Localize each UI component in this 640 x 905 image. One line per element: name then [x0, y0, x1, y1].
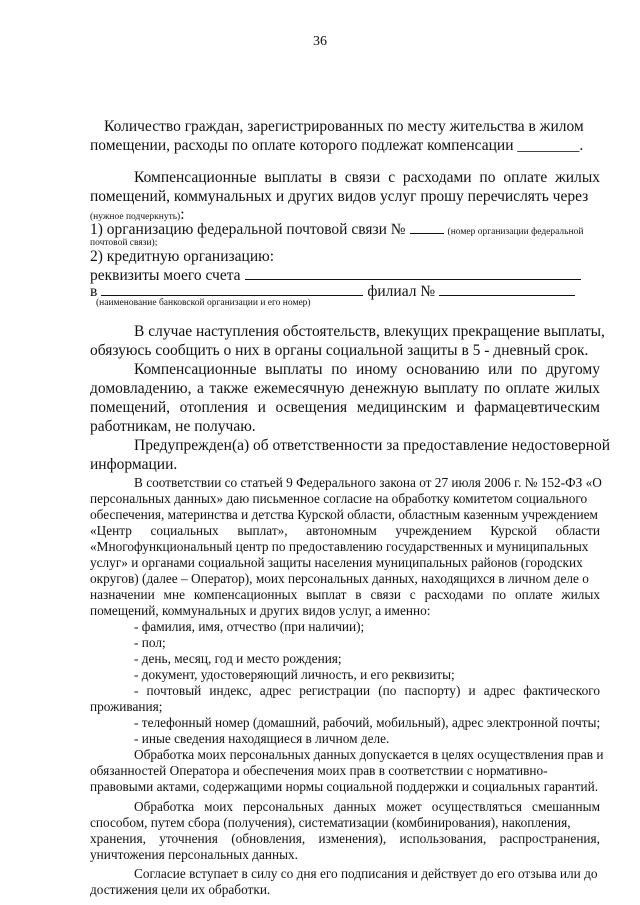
consent-line-2: персональных данных» даю письменное согласие на обработку комитетом социального [90, 491, 588, 506]
consent-line-8: назначении мне компенсационных выплат в связи с расходами по оплате жилых [90, 587, 600, 602]
bank-note: (наименование банковской организации и его номер) [96, 298, 311, 308]
consent-item-phone: - телефонный номер (домашний, рабочий, мобильный), адрес электронной почты; [134, 715, 601, 730]
methods-line-3: хранения, уточнения (обновления, изменения), использования, распространения, [90, 831, 600, 846]
methods-line-2: способом, путем сбора (получения), систематизации (комбинирования), накопления, [90, 815, 571, 830]
methods-line-1: Обработка моих персональных данных может осуществляться смешанным [134, 799, 600, 814]
consent-item-other: - иные сведения находящиеся в личном деле. [134, 731, 390, 746]
page-number: 36 [313, 34, 327, 49]
validity-line-1: Согласие вступает в силу со дня его подписания и действует до его отзыва или до [134, 866, 598, 881]
processing-line-3: правовыми актами, содержащими нормы социальной поддержки и социальных гарантий. [90, 779, 599, 794]
consent-line-6: услуг» и органами социальной защиты населения муниципальных районов (городских [90, 555, 583, 570]
citizens-line-2: помещении, расходы по оплате которого подлежат компенсации ________. [90, 137, 584, 154]
processing-line-2: обязанностей Оператора и обеспечения моих прав в соответствии с нормативно- [90, 763, 548, 778]
notice-p3-line-2: информации. [90, 456, 178, 473]
notice-p2-line-1: Компенсационные выплаты по иному основанию или по другому [134, 361, 600, 378]
branch-number-field[interactable] [439, 283, 575, 296]
postal-note: (номер организации федеральной [447, 227, 584, 237]
in-label: в [90, 283, 98, 300]
notice-p1-line-2: обязуюсь сообщить о них в органы социальной защиты в 5 - дневный срок. [90, 342, 589, 359]
postal-note-2: почтовой связи); [90, 238, 158, 248]
branch-label: филиал № [367, 283, 436, 300]
account-field[interactable] [245, 267, 581, 280]
consent-line-4: «Центр социальных выплат», автономным учреждением Курской области [90, 523, 600, 538]
notice-p3-line-1: Предупрежден(а) об ответственности за предоставление недостоверной [134, 437, 611, 454]
account-label: реквизиты моего счета [90, 267, 241, 284]
consent-item-name: - фамилия, имя, отчество (при наличии); [134, 619, 365, 634]
consent-item-address-cont: проживания; [90, 699, 163, 714]
consent-line-5: «Многофункциональный центр по предоставлению государственных и муниципальных [90, 539, 589, 554]
consent-line-7: округов) (далее – Оператор), моих персональных данных, находящихся в личном деле о [90, 571, 589, 586]
payments-line-1: Компенсационные выплаты в связи с расходами по оплате жилых [134, 169, 600, 186]
option-postal: 1) организацию федеральной почтовой связи № [90, 221, 406, 238]
validity-line-2: достижения цели их обработки. [90, 882, 271, 897]
consent-line-9: помещений, коммунальных и других видов услуг, а именно: [90, 603, 431, 618]
consent-item-id-document: - документ, удостоверяющий личность, и его реквизиты; [134, 667, 455, 682]
consent-item-address: - почтовый индекс, адрес регистрации (по паспорту) и адрес фактического [134, 683, 600, 698]
option-bank: 2) кредитную организацию: [90, 248, 275, 265]
consent-item-birth: - день, месяц, год и место рождения; [134, 651, 342, 666]
notice-p2-line-3: помещений, отопления и освещения медицинским и фармацевтическим [90, 399, 600, 416]
payments-line-2: помещений, коммунальных и других видов услуг прошу перечислять через [90, 188, 589, 205]
consent-item-sex: - пол; [134, 635, 166, 650]
processing-line-1: Обработка моих персональных данных допускается в целях осуществления прав и [134, 747, 604, 762]
notice-p2-line-2: домовладению, а также ежемесячную денежную выплату по оплате жилых [90, 380, 600, 397]
notice-p1-line-1: В случае наступления обстоятельств, влекущих прекращение выплаты, [134, 323, 605, 340]
methods-line-4: уничтожения персональных данных. [90, 847, 298, 862]
citizens-line-1: Количество граждан, зарегистрированных по месту жительства в жилом [104, 118, 584, 135]
bank-name-field[interactable] [101, 283, 363, 296]
consent-line-1: В соответствии со статьей 9 Федерального закона от 27 июля 2006 г. № 152-ФЗ «О [134, 475, 602, 490]
notice-p2-line-4: работникам, не получаю. [90, 418, 256, 435]
underline-note: (нужное подчеркнуть) [90, 212, 181, 222]
postal-number-field[interactable] [410, 221, 444, 234]
consent-line-3: обеспечения, материнства и детства Курской области, областным казенным учреждением [90, 507, 598, 522]
